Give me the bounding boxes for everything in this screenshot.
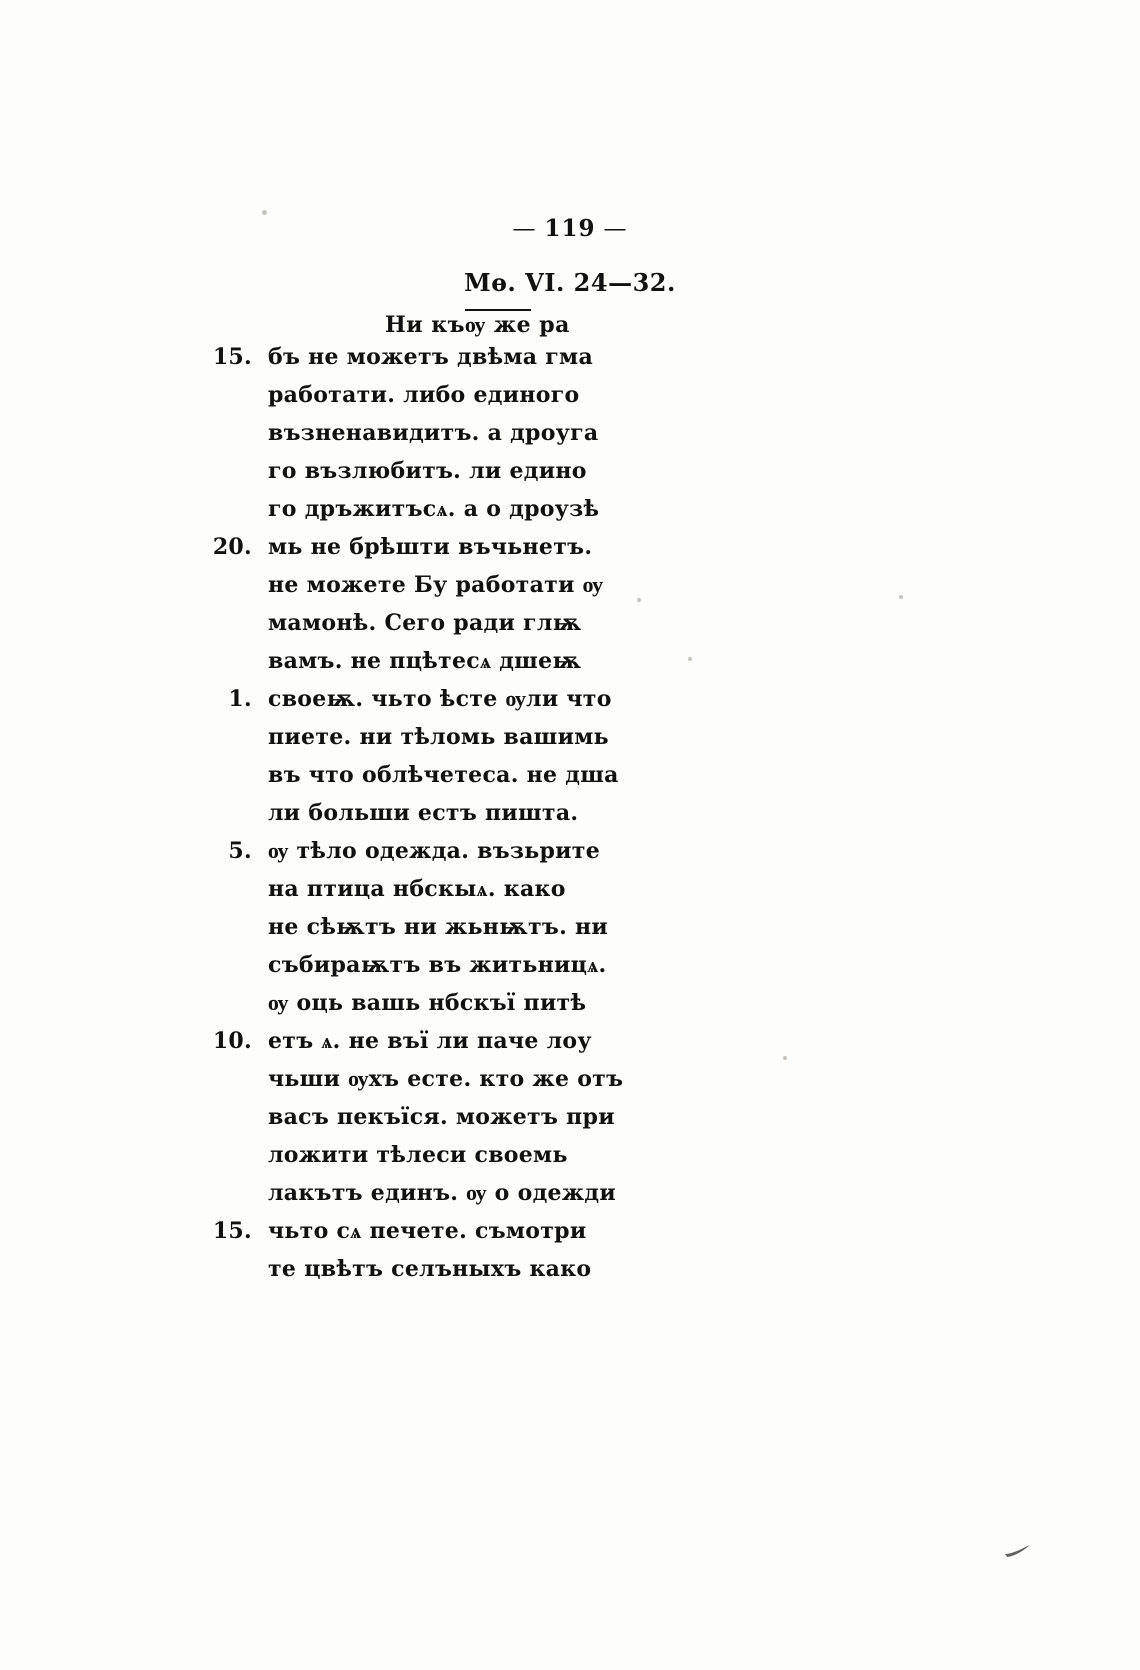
line-text: ли больши естъ пишта. bbox=[268, 800, 579, 826]
scripture-reference: Мѳ. VI. 24—32. bbox=[464, 268, 676, 297]
scan-speck bbox=[262, 210, 267, 215]
line-text: вамъ. не пцѣтесѧ дшеѭ bbox=[268, 648, 582, 674]
text-line bbox=[190, 686, 660, 724]
text-line bbox=[190, 838, 660, 876]
line-text: етъ ѧ. не въї ли паче лоу bbox=[268, 1028, 592, 1054]
line-text: васъ пекъїся. можетъ при bbox=[268, 1104, 615, 1130]
text-line bbox=[190, 1218, 660, 1256]
line-text: те цвѣтъ селъныхъ како bbox=[268, 1256, 592, 1282]
scan-speck bbox=[899, 595, 903, 599]
line-number: 15. bbox=[212, 1218, 252, 1244]
line-text: събираѭтъ въ житьницѧ. bbox=[268, 952, 607, 978]
page-folio bbox=[0, 215, 1140, 242]
text-line bbox=[190, 990, 660, 1028]
line-text: въ что облѣчетеса. не дша bbox=[268, 762, 619, 788]
text-line bbox=[190, 952, 660, 990]
text-line bbox=[190, 800, 660, 838]
incipit-titlo-word: ѹ же bbox=[465, 309, 531, 338]
incipit-before: Ни къ bbox=[385, 312, 466, 338]
line-text: на птица нбскыѧ. како bbox=[268, 876, 566, 902]
line-text: своеѭ. чьто ѣсте ѹли что bbox=[268, 686, 612, 712]
text-line bbox=[190, 762, 660, 800]
text-line bbox=[190, 458, 660, 496]
line-text: възненавидитъ. а дроуга bbox=[268, 420, 599, 446]
text-line bbox=[190, 1028, 660, 1066]
line-number: 10. bbox=[212, 1028, 252, 1054]
text-line bbox=[190, 1104, 660, 1142]
scan-speck bbox=[637, 598, 641, 602]
folio-dash-left: — bbox=[512, 216, 537, 242]
line-number: 5. bbox=[228, 838, 252, 864]
line-text: работати. либо единого bbox=[268, 382, 580, 408]
folio-dash-right: — bbox=[603, 216, 628, 242]
line-text: чьто сѧ печете. съмотри bbox=[268, 1218, 587, 1244]
line-number: 1. bbox=[228, 686, 252, 712]
text-line bbox=[190, 1180, 660, 1218]
line-text: мь не брѣшти въчьнетъ. bbox=[268, 534, 593, 560]
line-text: бъ не можетъ двѣма гма bbox=[268, 344, 594, 370]
line-text: чьши ѹхъ есте. кто же отъ bbox=[268, 1066, 624, 1092]
line-text: ѹ оць вашь нбскъї питѣ bbox=[268, 990, 587, 1016]
line-text: лакътъ единъ. ѹ о одежди bbox=[268, 1180, 616, 1206]
incipit-line bbox=[385, 312, 570, 338]
line-text: ѹ тѣло одежда. възьрите bbox=[268, 838, 600, 864]
line-text: ложити тѣлеси своемь bbox=[268, 1142, 568, 1168]
text-line bbox=[190, 1066, 660, 1104]
text-line bbox=[190, 534, 660, 572]
scan-speck bbox=[783, 1056, 787, 1060]
text-line bbox=[190, 572, 660, 610]
text-line bbox=[190, 1142, 660, 1180]
text-line bbox=[190, 496, 660, 534]
text-line bbox=[190, 724, 660, 762]
line-number: 15. bbox=[212, 344, 252, 370]
text-line bbox=[190, 648, 660, 686]
line-text: го дръжитъсѧ. а о дроузѣ bbox=[268, 496, 600, 522]
text-line bbox=[190, 344, 660, 382]
scan-ink-mark bbox=[1005, 1545, 1031, 1557]
text-line bbox=[190, 876, 660, 914]
text-line bbox=[190, 382, 660, 420]
line-text: не сѣѭтъ ни жьнѭтъ. ни bbox=[268, 914, 609, 940]
text-line bbox=[190, 1256, 660, 1294]
line-number: 20. bbox=[212, 534, 252, 560]
line-text: мамонѣ. Сего ради глѭ bbox=[268, 610, 582, 636]
scan-speck bbox=[688, 657, 692, 661]
line-text: пиете. ни тѣломь вашимь bbox=[268, 724, 609, 750]
line-text: не можете Бу работати ѹ bbox=[268, 572, 604, 598]
folio-number: 119 bbox=[544, 215, 596, 242]
line-text: го възлюбитъ. ли едино bbox=[268, 458, 587, 484]
verse-text-block bbox=[190, 344, 660, 1294]
text-line bbox=[190, 420, 660, 458]
incipit-after: ра bbox=[531, 312, 570, 338]
text-line bbox=[190, 914, 660, 952]
text-line bbox=[190, 610, 660, 648]
